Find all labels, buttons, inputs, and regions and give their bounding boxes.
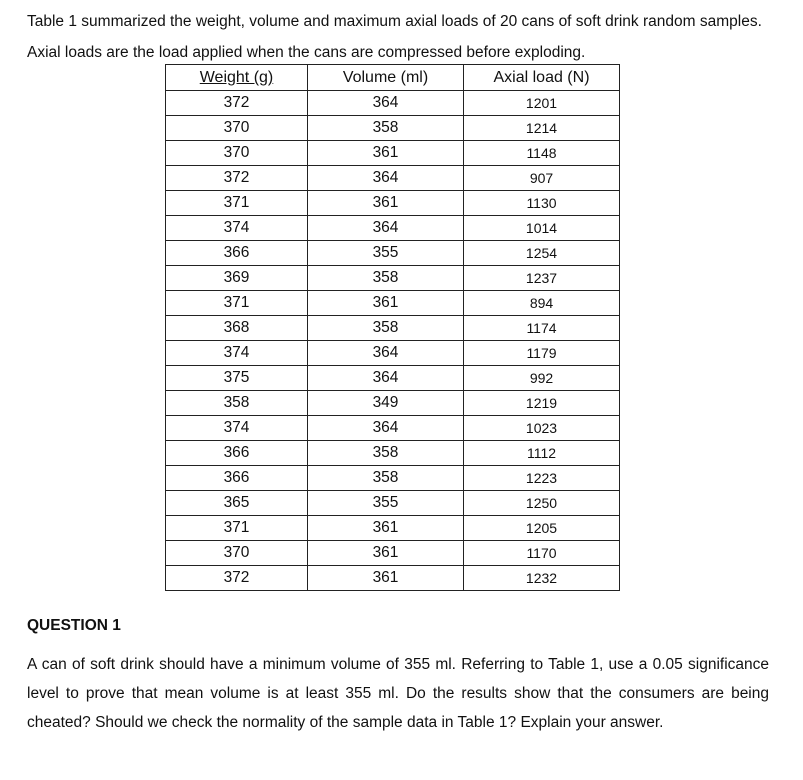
cell-weight: 371 [166,516,308,541]
cell-weight: 368 [166,316,308,341]
cell-axial-load: 1219 [464,391,620,416]
cell-axial-load: 1254 [464,241,620,266]
cell-volume: 358 [308,466,464,491]
table-row [166,191,620,216]
cell-weight: 375 [166,366,308,391]
cell-axial-load: 907 [464,166,620,191]
table-row [166,566,620,591]
table-header-row [166,65,620,91]
cell-weight: 366 [166,241,308,266]
table-body [166,91,620,591]
cell-axial-load: 1148 [464,141,620,166]
question-body: A can of soft drink should have a minimum volume of 355 ml. Referring to Table 1, use a 0.05 significance level to prove that mean volume is at least 355 ml. Do the results show that the consumers are being cheated? Should we check the normality of the sample data in Table 1? Explain your answer. [27,656,769,731]
question-title: QUESTION 1 [27,617,121,634]
data-table-container [165,64,620,591]
cell-axial-load: 1201 [464,91,620,116]
cell-axial-load: 1014 [464,216,620,241]
intro-paragraph: Table 1 summarized the weight, volume and maximum axial loads of 20 cans of soft drink random samples. Axial loads are the load applied when the cans are compressed before exploding. [27,13,762,61]
cell-weight: 366 [166,466,308,491]
cell-volume: 364 [308,341,464,366]
table-row [166,216,620,241]
cell-volume: 364 [308,166,464,191]
table-row [166,116,620,141]
cell-axial-load: 1250 [464,491,620,516]
cell-axial-load: 1223 [464,466,620,491]
cell-weight: 372 [166,566,308,591]
cell-weight: 366 [166,441,308,466]
table-row [166,491,620,516]
cell-volume: 358 [308,441,464,466]
cell-volume: 358 [308,316,464,341]
cell-volume: 358 [308,116,464,141]
cell-volume: 361 [308,291,464,316]
cell-weight: 358 [166,391,308,416]
cell-volume: 364 [308,416,464,441]
cell-axial-load: 1112 [464,441,620,466]
table-row [166,441,620,466]
cell-axial-load: 1174 [464,316,620,341]
table-row [166,516,620,541]
cell-volume: 364 [308,216,464,241]
table-row [166,466,620,491]
cell-weight: 370 [166,541,308,566]
cell-volume: 361 [308,141,464,166]
cell-volume: 358 [308,266,464,291]
table-row [166,291,620,316]
table-row [166,391,620,416]
cell-weight: 371 [166,291,308,316]
cell-axial-load: 1130 [464,191,620,216]
cell-volume: 364 [308,366,464,391]
cell-axial-load: 1170 [464,541,620,566]
header-volume: Volume (ml) [308,65,464,91]
cell-weight: 374 [166,341,308,366]
table-row [166,241,620,266]
cell-volume: 361 [308,541,464,566]
table-row [166,366,620,391]
table-row [166,316,620,341]
cell-axial-load: 1237 [464,266,620,291]
cell-axial-load: 894 [464,291,620,316]
cell-weight: 374 [166,216,308,241]
cell-axial-load: 1214 [464,116,620,141]
cell-weight: 372 [166,166,308,191]
cell-weight: 374 [166,416,308,441]
cell-weight: 365 [166,491,308,516]
cell-weight: 371 [166,191,308,216]
cell-volume: 364 [308,91,464,116]
cell-weight: 370 [166,141,308,166]
cell-axial-load: 1205 [464,516,620,541]
cell-weight: 369 [166,266,308,291]
table-row [166,91,620,116]
cell-volume: 361 [308,191,464,216]
table-row [166,141,620,166]
data-table [165,64,620,591]
cell-axial-load: 1179 [464,341,620,366]
cell-axial-load: 1232 [464,566,620,591]
cell-axial-load: 1023 [464,416,620,441]
header-axial-load: Axial load (N) [464,65,620,91]
cell-weight: 372 [166,91,308,116]
table-row [166,166,620,191]
header-weight: Weight (g) [166,65,308,91]
cell-volume: 355 [308,491,464,516]
cell-volume: 361 [308,516,464,541]
table-row [166,416,620,441]
cell-volume: 349 [308,391,464,416]
cell-volume: 355 [308,241,464,266]
cell-axial-load: 992 [464,366,620,391]
table-row [166,541,620,566]
cell-weight: 370 [166,116,308,141]
table-row [166,341,620,366]
cell-volume: 361 [308,566,464,591]
table-row [166,266,620,291]
